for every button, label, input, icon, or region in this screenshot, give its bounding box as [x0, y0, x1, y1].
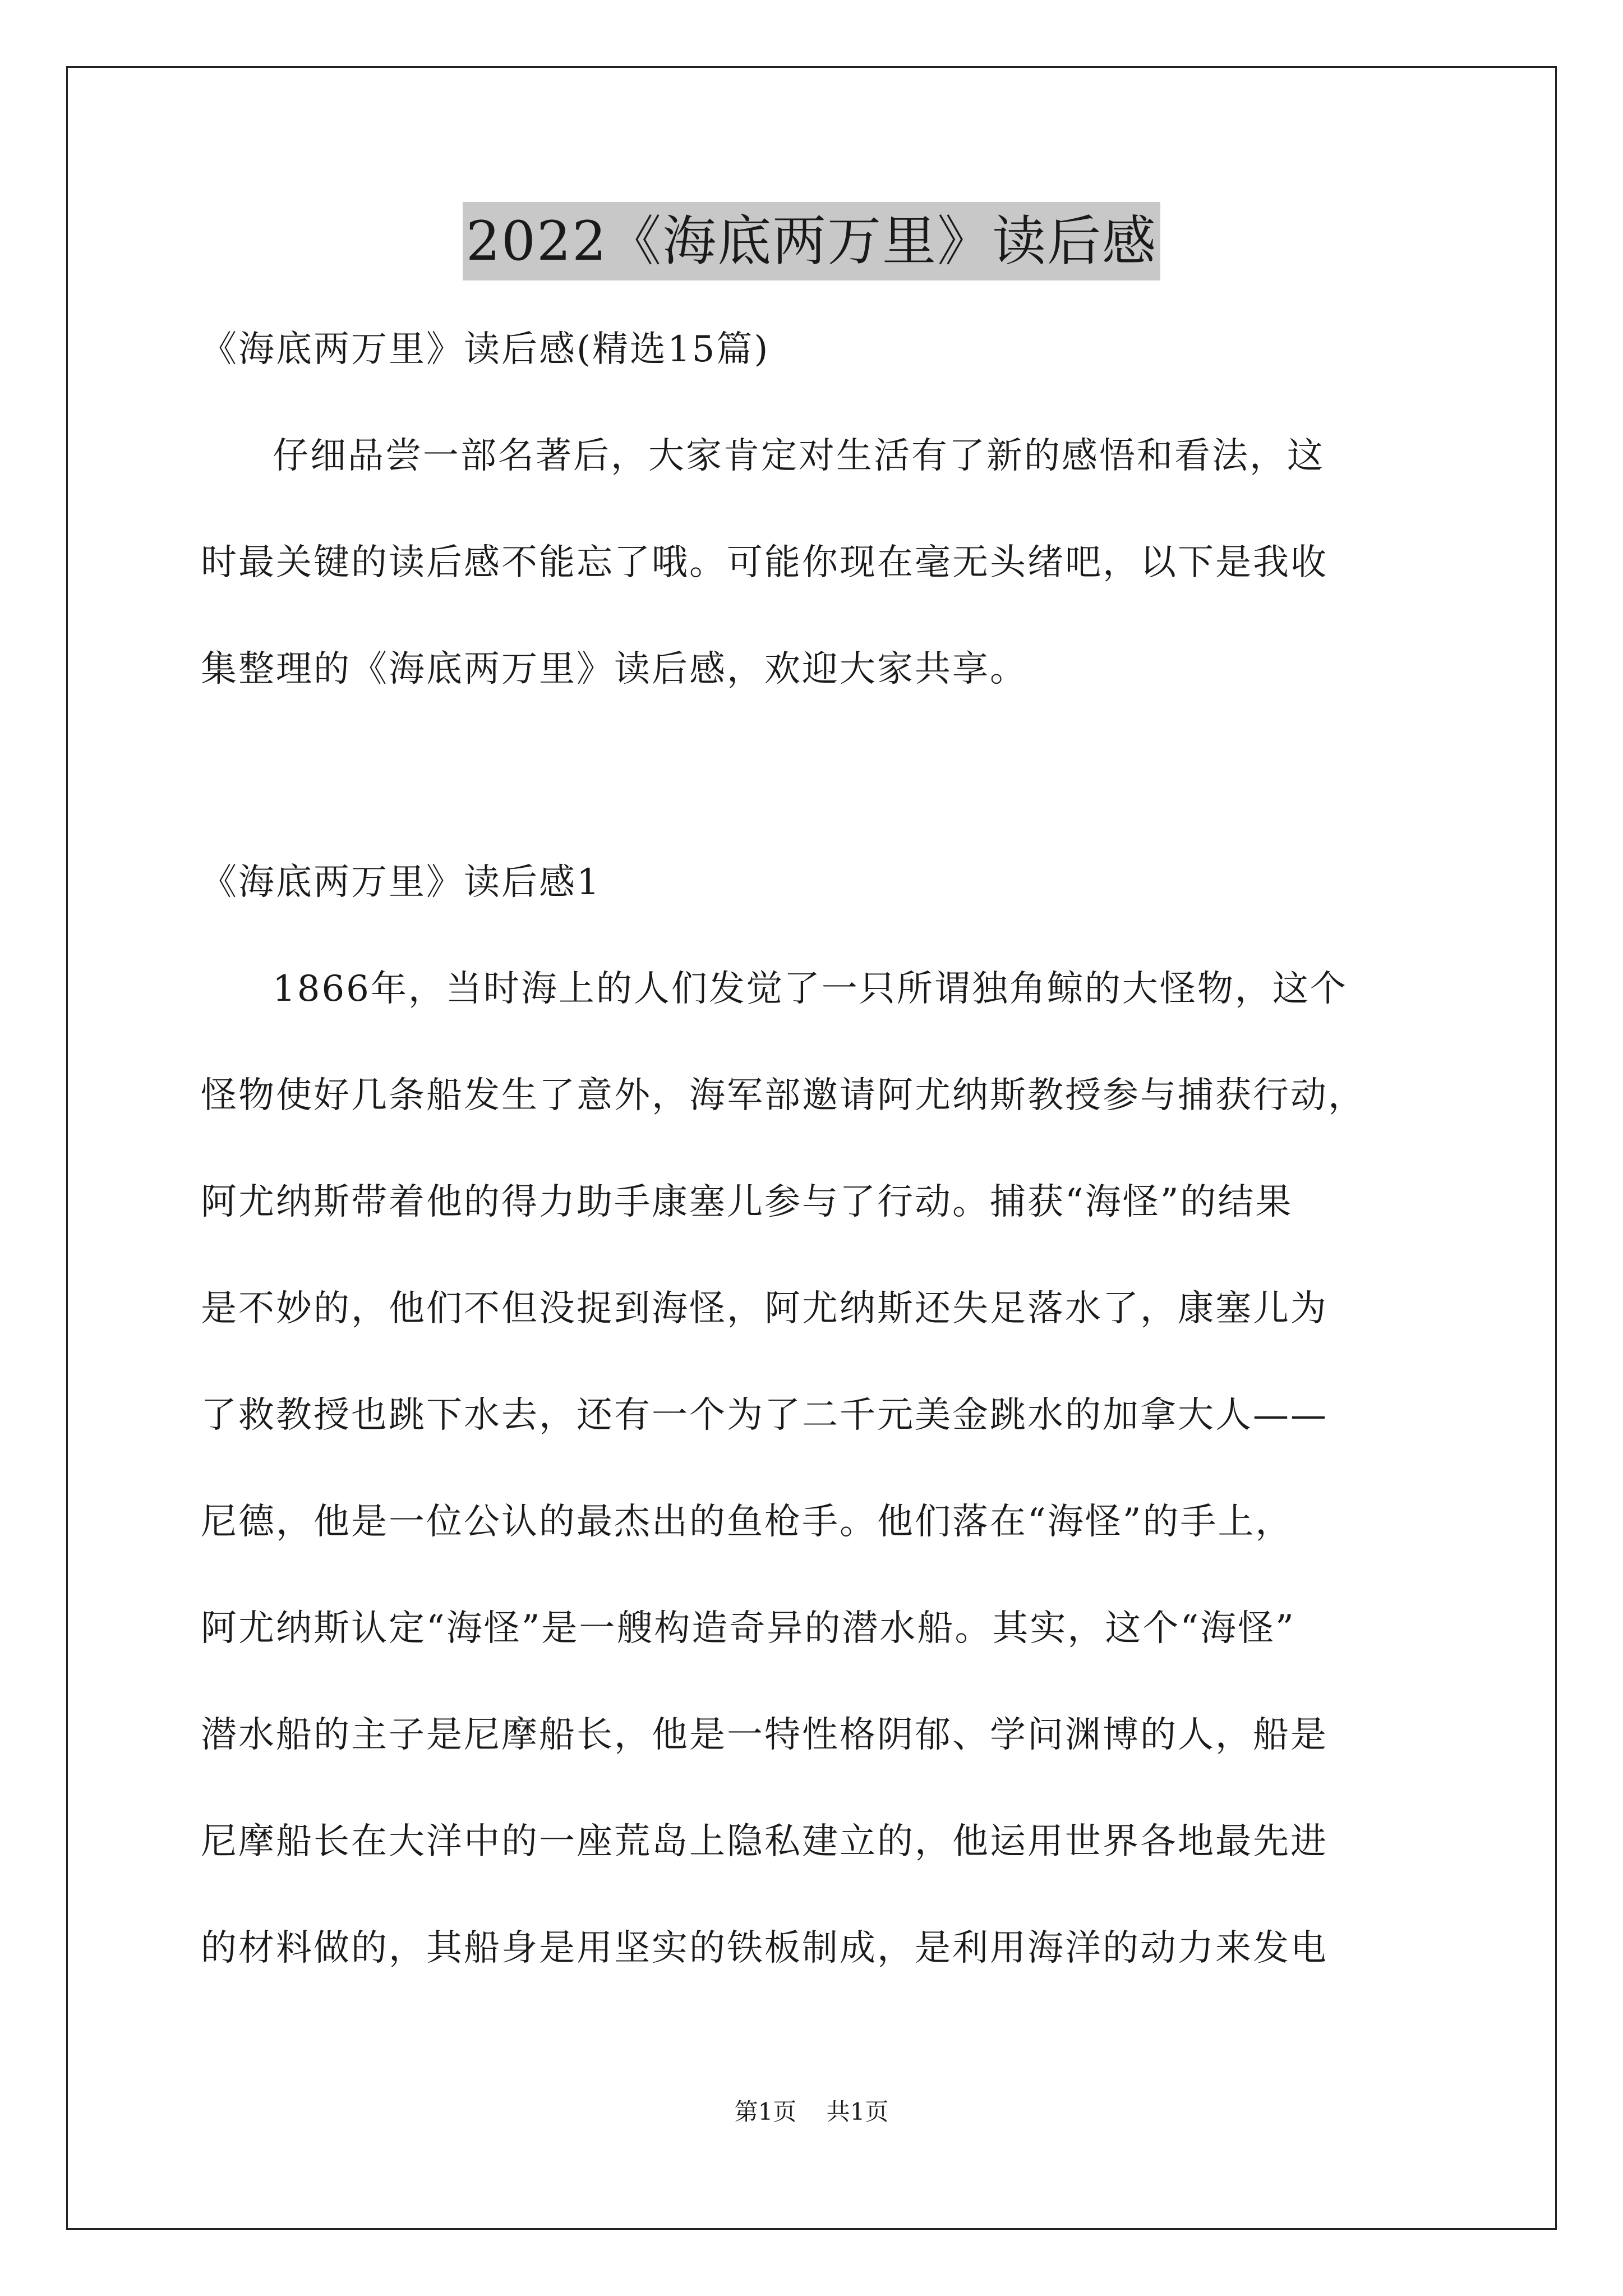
title-container: [0, 202, 1623, 280]
body-line: 了救教授也跳下水去，还有一个为了二千元美金跳水的加拿大人——: [201, 1395, 1328, 1436]
document-title: 2022《海底两万里》读后感: [463, 202, 1160, 280]
intro-line: 仔细品尝一部名著后，大家肯定对生活有了新的感悟和看法，这: [273, 435, 1325, 477]
body-line: 尼摩船长在大洋中的一座荒岛上隐私建立的，他运用世界各地最先进: [201, 1821, 1328, 1862]
document-body: [201, 296, 1435, 2001]
page-footer: [0, 2095, 1623, 2129]
subtitle: 《海底两万里》读后感(精选15篇): [201, 329, 770, 370]
body-line: 阿尤纳斯带着他的得力助手康塞儿参与了行动。捕获“海怪”的结果: [201, 1181, 1293, 1223]
body-line: 是不妙的，他们不但没捉到海怪，阿尤纳斯还失足落水了，康塞儿为: [201, 1288, 1328, 1329]
page-number-total: 共1页: [826, 2098, 889, 2125]
body-line: 潜水船的主子是尼摩船长，他是一特性格阴郁、学问渊博的人，船是: [201, 1714, 1328, 1756]
body-line: 的材料做的，其船身是用坚实的铁板制成，是利用海洋的动力来发电: [201, 1927, 1328, 1969]
intro-line: 时最关键的读后感不能忘了哦。可能你现在毫无头绪吧，以下是我收: [201, 542, 1328, 583]
intro-line: 集整理的《海底两万里》读后感，欢迎大家共享。: [201, 648, 1027, 690]
body-line: 怪物使好几条船发生了意外，海军部邀请阿尤纳斯教授参与捕获行动，: [201, 1075, 1366, 1116]
body-line: 1866年，当时海上的人们发觉了一只所谓独角鲸的大怪物，这个: [273, 968, 1348, 1010]
paragraph-gap: [201, 723, 1435, 829]
page-number-current: 第1页: [734, 2098, 797, 2125]
section-heading: 《海底两万里》读后感1: [201, 862, 601, 903]
body-line: 尼德，他是一位公认的最杰出的鱼枪手。他们落在“海怪”的手上，: [201, 1501, 1293, 1543]
body-line: 阿尤纳斯认定“海怪”是一艘构造奇异的潜水船。其实，这个“海怪”: [201, 1608, 1295, 1649]
